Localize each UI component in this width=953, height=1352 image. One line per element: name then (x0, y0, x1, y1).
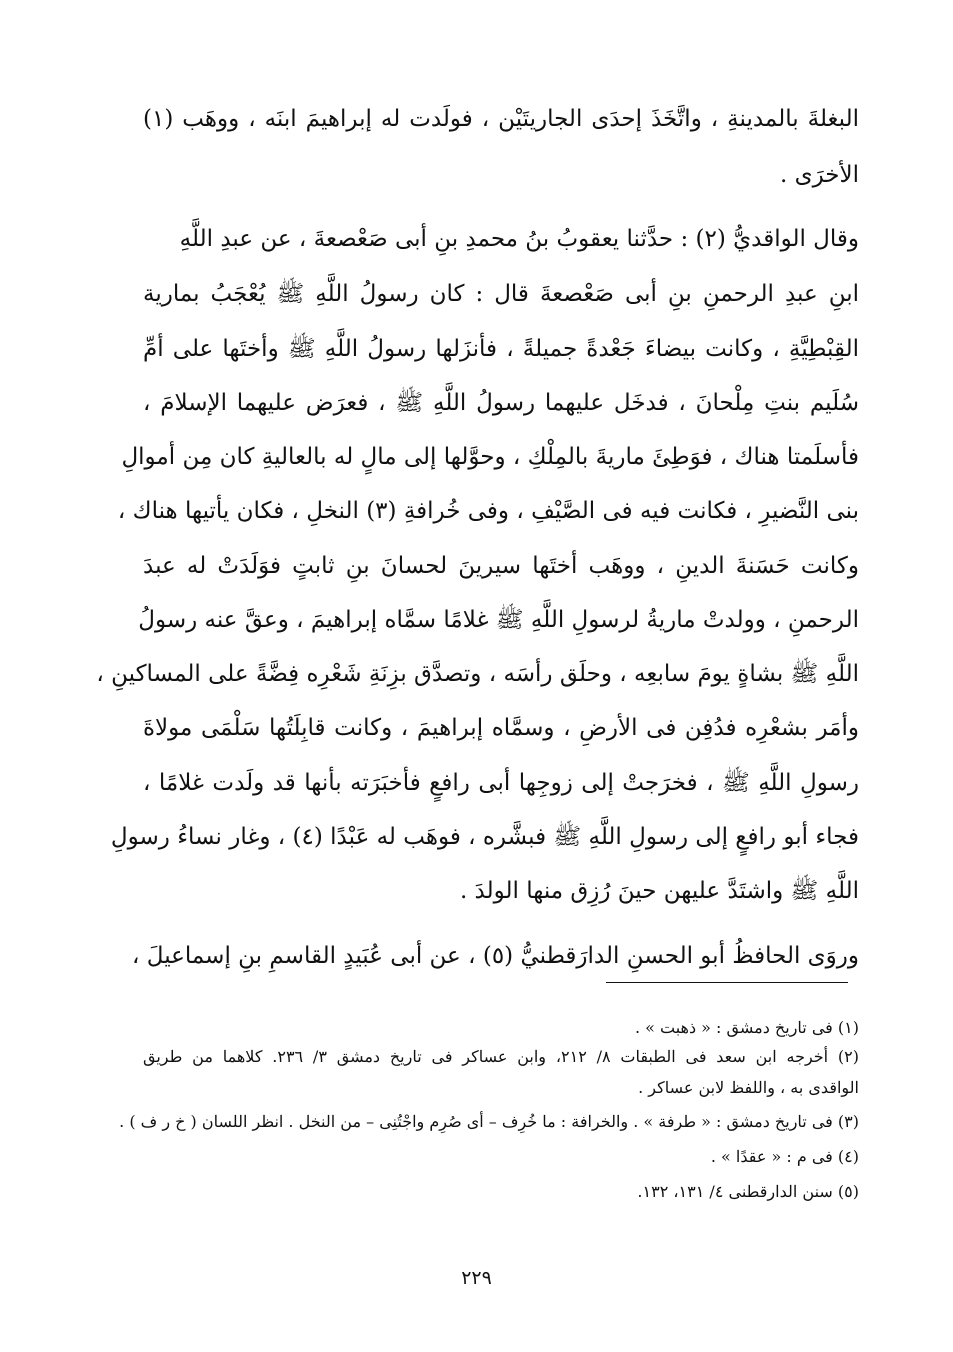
body-line-15: اللَّهِ ﷺ واشتَدَّ عليهن حينَ رُزِق منها الولدَ . (459, 878, 859, 904)
body-line-10: الرحمنِ ، وولدتْ ماريةُ لرسولِ اللَّهِ ﷺ غلامًا سمَّاه إبراهيمَ ، وعقَّ عنه رسولُ (138, 607, 859, 633)
body-line-1: البغلةَ بالمدينةِ ، واتَّخَذَ إحدَى الجاريتَيْن ، فولَدت له إبراهيمَ ابنَه ، ووهَب (١) (143, 106, 859, 132)
page-number: ٢٢٩ (461, 1267, 492, 1289)
body-line-7: فأسلَمتا هناك ، فوَطِئَ ماريةَ بالمِلْكِ ، وحوَّلها إلى مالٍ له بالعاليةِ كان مِن أموالِ (121, 444, 859, 470)
footnote-separator (606, 982, 848, 983)
body-line-2: الأخرَى . (779, 162, 859, 188)
footnote-4: (٤) فى م : « عقدًا » . (710, 1147, 859, 1166)
body-line-3: وقال الواقديُّ (٢) : حدَّثنا يعقوبُ بنُ محمدِ بنِ أبى صَعْصعةَ ، عن عبدِ اللَّهِ (179, 226, 859, 252)
footnote-1: (١) فى تاريخ دمشق : « ذهبت » . (634, 1018, 859, 1037)
body-line-16: وروَى الحافظُ أبو الحسنِ الدارَقطنيُّ (٥) ، عن أبى عُبَيدٍ القاسمِ بنِ إسماعيلَ ، (132, 943, 859, 969)
body-line-4: ابنِ عبدِ الرحمنِ بنِ أبى صَعْصعةَ قال : كان رسولُ اللَّهِ ﷺ يُعْجَبُ بمارية (143, 281, 859, 307)
body-line-11: اللَّهِ ﷺ بشاةٍ يومَ سابعِه ، وحلَق رأسَه ، وتصدَّق بزِنَةِ شَعْرِه فِضَّةً على المساكينِ ، (96, 661, 859, 687)
footnote-5: (٥) سنن الدارقطنى ٤/ ١٣١، ١٣٢. (637, 1182, 859, 1201)
body-line-8: بنى النَّضيرِ ، فكانت فيه فى الصَّيْفِ ، وفى خُرافةِ (٣) النخلِ ، فكان يأتيها هناك ، (117, 498, 859, 524)
body-line-12: وأمَر بشعْرِه فدُفِن فى الأرضِ ، وسمَّاه إبراهيمَ ، وكانت قابِلَتُها سَلْمَى مولاةَ (143, 715, 859, 741)
footnote-3: (٣) فى تاريخ دمشق : « طرفة » . والخرافة : ما خُرِف – أى صُرِم واجْتُنِى – من النخل . انظر اللسان ( خ ر ف ) . (119, 1112, 859, 1131)
body-line-5: القِبْطِيَّةِ ، وكانت بيضاءَ جَعْدةً جميلةً ، فأنزَلها رسولُ اللَّهِ ﷺ وأختَها على أمِّ (143, 336, 859, 362)
body-line-6: سُلَيم بنتِ مِلْحانَ ، فدخَل عليهما رسولُ اللَّهِ ﷺ ، فعرَض عليهما الإسلامَ ، (143, 390, 859, 416)
body-line-9: وكانت حَسَنةَ الدينِ ، ووهَب أختَها سيرينَ لحسانَ بنِ ثابتٍ فوَلَدَتْ له عبدَ (143, 553, 859, 579)
body-line-14: فجاء أبو رافعٍ إلى رسولِ اللَّهِ ﷺ فبشَّره ، فوهَب له عَبْدًا (٤) ، وغار نساءُ رسولِ (110, 824, 859, 850)
footnote-2-continuation: الواقدى به ، واللفظ لابن عساكر . (638, 1078, 859, 1097)
body-line-13: رسولِ اللَّهِ ﷺ ، فخرَجتْ إلى زوجِها أبى رافعٍ فأخبَرَته بأنها قد ولَدت غلامًا ، (143, 770, 859, 796)
footnote-2: (٢) أخرجه ابن سعد فى الطبقات ٨/ ٢١٢، وابن عساكر فى تاريخ دمشق ٣/ ٢٣٦. كلاهما من طريق (143, 1047, 860, 1066)
